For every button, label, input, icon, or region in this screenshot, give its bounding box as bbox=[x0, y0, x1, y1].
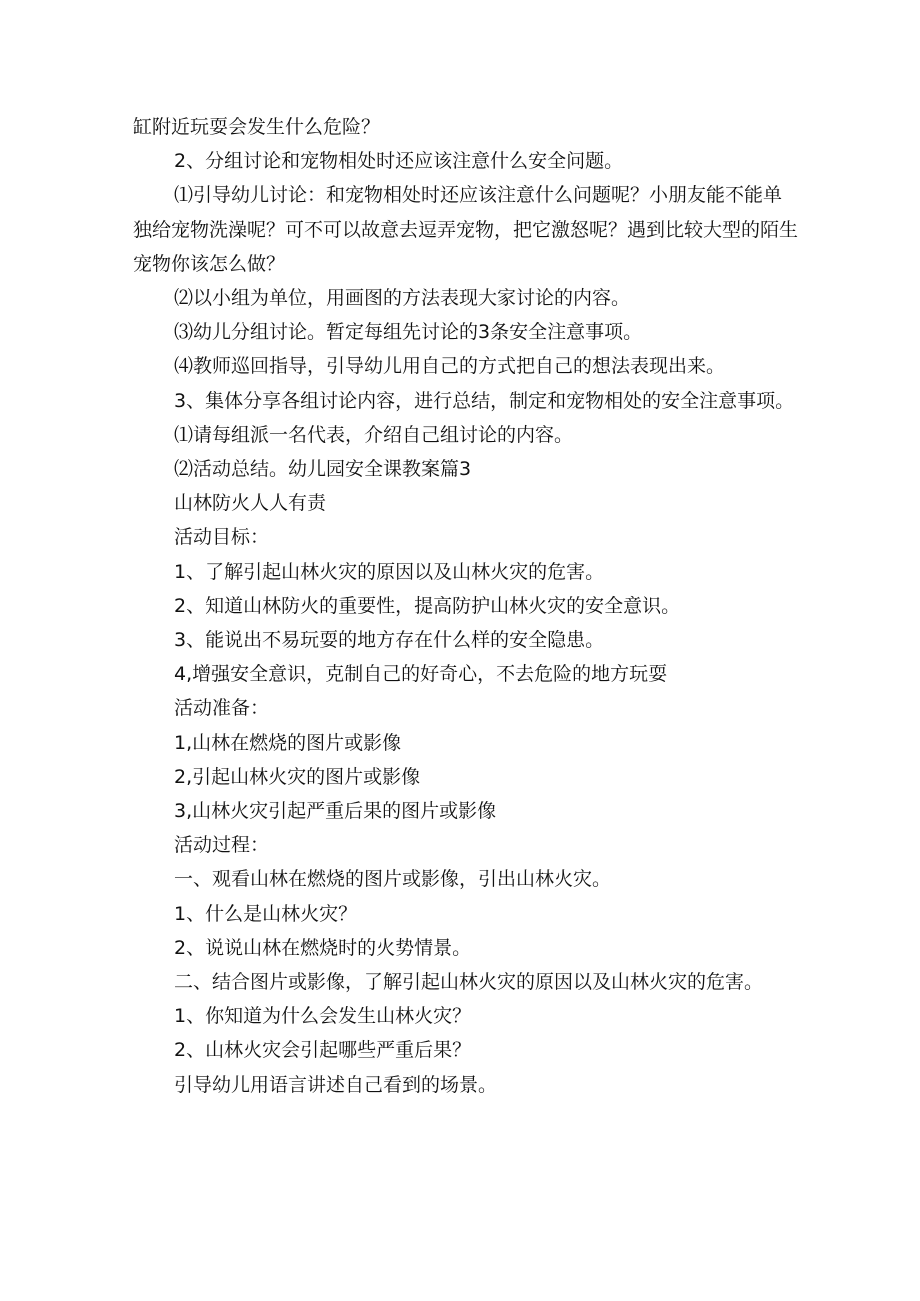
paragraph: ⑵活动总结。幼儿园安全课教案篇3 bbox=[174, 458, 472, 481]
paragraph: 缸附近玩耍会发生什么危险？ bbox=[133, 116, 381, 138]
section-heading: 活动过程： bbox=[174, 834, 270, 857]
list-item: 3、能说出不易玩耍的地方存在什么样的安全隐患。 bbox=[174, 629, 605, 652]
section-heading: 活动准备： bbox=[174, 697, 270, 720]
paragraph: ⑴引导幼儿讨论：和宠物相处时还应该注意什么问题呢？小朋友能不能单独给宠物洗澡呢？可不可以故意去逗弄宠物，把它激怒呢？遇到比较大型的陌生宠物你该怎么做？ bbox=[133, 184, 799, 275]
paragraph: 引导幼儿用语言讲述自己看到的场景。 bbox=[174, 1073, 498, 1096]
paragraph: ⑴请每组派一名代表，介绍自己组讨论的内容。 bbox=[174, 423, 574, 446]
list-item: 1,山林在燃烧的图片或影像 bbox=[174, 731, 402, 754]
paragraph: ⑷教师巡回指导，引导幼儿用自己的方式把自己的想法表现出来。 bbox=[174, 355, 726, 378]
list-item: 二、结合图片或影像，了解引起山林火灾的原因以及山林火灾的危害。 bbox=[174, 971, 764, 994]
list-item: 2、说说山林在燃烧时的火势情景。 bbox=[174, 936, 472, 959]
list-item: 1、你知道为什么会发生山林火灾？ bbox=[174, 1005, 472, 1028]
section-heading: 活动目标： bbox=[174, 526, 270, 549]
list-item: 3,山林火灾引起严重后果的图片或影像 bbox=[174, 800, 497, 823]
section-title: 山林防火人人有责 bbox=[174, 492, 327, 515]
list-item: 一、观看山林在燃烧的图片或影像，引出山林火灾。 bbox=[174, 868, 612, 891]
list-item: 1、了解引起山林火灾的原因以及山林火灾的危害。 bbox=[174, 560, 605, 583]
list-item: 2,引起山林火灾的图片或影像 bbox=[174, 765, 421, 788]
paragraph: ⑵以小组为单位，用画图的方法表现大家讨论的内容。 bbox=[174, 287, 631, 310]
document-body bbox=[133, 110, 798, 1102]
list-item: 2、山林火灾会引起哪些严重后果？ bbox=[174, 1039, 472, 1062]
paragraph: 3、集体分享各组讨论内容，进行总结，制定和宠物相处的安全注意事项。 bbox=[174, 389, 795, 412]
list-item: 2、知道山林防火的重要性，提高防护山林火灾的安全意识。 bbox=[174, 594, 681, 617]
paragraph: ⑶幼儿分组讨论。暂定每组先讨论的3条安全注意事项。 bbox=[174, 321, 643, 344]
paragraph: 2、分组讨论和宠物相处时还应该注意什么安全问题。 bbox=[174, 150, 624, 173]
list-item: 1、什么是山林火灾？ bbox=[174, 902, 358, 925]
list-item: 4,增强安全意识，克制自己的好奇心，不去危险的地方玩耍 bbox=[174, 663, 668, 686]
